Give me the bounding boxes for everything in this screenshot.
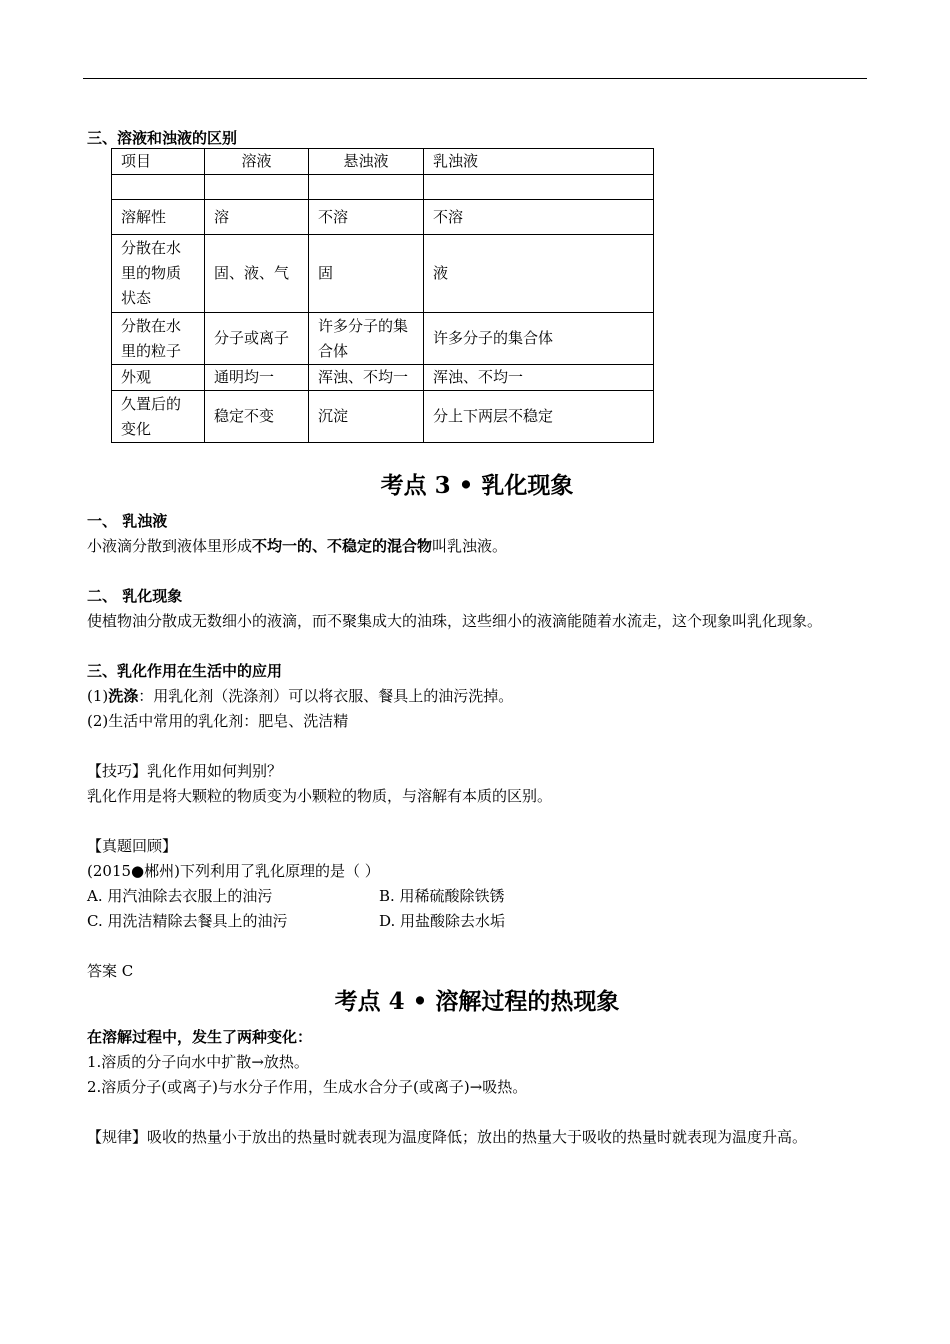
table-header-cell: 乳浊液 (424, 149, 654, 175)
comparison-table (111, 148, 654, 443)
table-cell: 不溶 (424, 200, 654, 235)
table-cell: 稳定不变 (205, 391, 309, 443)
table-cell: 溶解性 (112, 200, 205, 235)
table-cell: 分子或离子 (205, 313, 309, 365)
table-row (112, 365, 654, 391)
emulsification-text: 使植物油分散成无数细小的液滴，而不聚集成大的油珠，这些细小的液滴能随着水流走，这个现象叫乳化现象。 (87, 612, 823, 630)
option-a: A. 用汽油除去衣服上的油污 (87, 887, 273, 905)
table-row (112, 175, 654, 200)
table-row (112, 391, 654, 443)
table-cell: 许多分子的集合体 (424, 313, 654, 365)
dissolution-item-2: 2.溶质分子(或离子)与水分子作用，生成水合分子(或离子)→吸热。 (87, 1078, 528, 1096)
table-cell: 溶 (205, 200, 309, 235)
kaodian3-title: 考点 3 • 乳化现象 (380, 472, 574, 499)
table-cell: 浑浊、不均一 (424, 365, 654, 391)
table-cell (309, 175, 424, 200)
table-cell: 固、液、气 (205, 235, 309, 313)
table-cell: 固 (309, 235, 424, 313)
emulsification-heading: 二、 乳化现象 (87, 587, 183, 605)
application-heading: 三、乳化作用在生活中的应用 (87, 662, 283, 680)
table-cell: 外观 (112, 365, 205, 391)
table-row (112, 235, 654, 313)
tip-text: 乳化作用是将大颗粒的物质变为小颗粒的物质，与溶解有本质的区别。 (87, 787, 553, 805)
emulsion-text-post: 叫乳浊液。 (432, 537, 508, 555)
options-row-1 (87, 884, 867, 909)
emulsion-heading: 一、 乳浊液 (87, 512, 168, 530)
table-cell (112, 175, 205, 200)
table-cell: 分散在水里的粒子 (112, 313, 205, 365)
header-rule (83, 78, 867, 79)
item-text: ：用乳化剂（洗涤剂）可以将衣服、餐具上的油污洗掉。 (138, 687, 514, 705)
item-bold-term: 洗涤 (108, 687, 139, 705)
table-cell (205, 175, 309, 200)
review-title: 【真题回顾】 (87, 837, 178, 855)
table-header-row (112, 149, 654, 175)
answer-text: 答案 C (87, 962, 134, 980)
application-item-2: (2)生活中常用的乳化剂：肥皂、洗洁精 (87, 712, 349, 730)
table-header-cell: 项目 (112, 149, 205, 175)
kaodian4-title: 考点 4 • 溶解过程的热现象 (334, 988, 620, 1015)
dissolution-intro: 在溶解过程中，发生了两种变化： (87, 1028, 313, 1046)
table-header-cell: 悬浊液 (309, 149, 424, 175)
table-cell: 分散在水里的物质状态 (112, 235, 205, 313)
item-number: (1) (87, 687, 109, 705)
tip-title: 【技巧】乳化作用如何判别？ (87, 762, 283, 780)
dissolution-item-1: 1.溶质的分子向水中扩散→放热。 (87, 1053, 309, 1071)
option-d: D. 用盐酸除去水垢 (379, 912, 506, 930)
table-header-cell: 溶液 (205, 149, 309, 175)
table-cell: 沉淀 (309, 391, 424, 443)
emulsion-definition (87, 534, 867, 559)
table-row (112, 313, 654, 365)
application-item-1 (87, 684, 867, 709)
table-cell: 分上下两层不稳定 (424, 391, 654, 443)
table-cell: 许多分子的集合体 (309, 313, 424, 365)
options-row-2 (87, 909, 867, 934)
table-cell: 浑浊、不均一 (309, 365, 424, 391)
option-b: B. 用稀硫酸除铁锈 (379, 887, 505, 905)
table-cell: 液 (424, 235, 654, 313)
option-c: C. 用洗洁精除去餐具上的油污 (87, 912, 288, 930)
table-cell: 久置后的变化 (112, 391, 205, 443)
section3-heading: 三、溶液和浊液的区别 (87, 129, 238, 147)
table-cell (424, 175, 654, 200)
table-row (112, 200, 654, 235)
emulsion-text-pre: 小液滴分散到液体里形成 (87, 537, 253, 555)
emulsion-text-bold: 不均一的、不稳定的混合物 (252, 537, 433, 555)
table-cell: 通明均一 (205, 365, 309, 391)
question-text: (2015●郴州)下列利用了乳化原理的是（ ） (87, 862, 380, 880)
page-content (87, 128, 867, 1150)
rule-text: 【规律】吸收的热量小于放出的热量时就表现为温度降低；放出的热量大于吸收的热量时就表现为温度升高。 (87, 1128, 808, 1146)
table-cell: 不溶 (309, 200, 424, 235)
